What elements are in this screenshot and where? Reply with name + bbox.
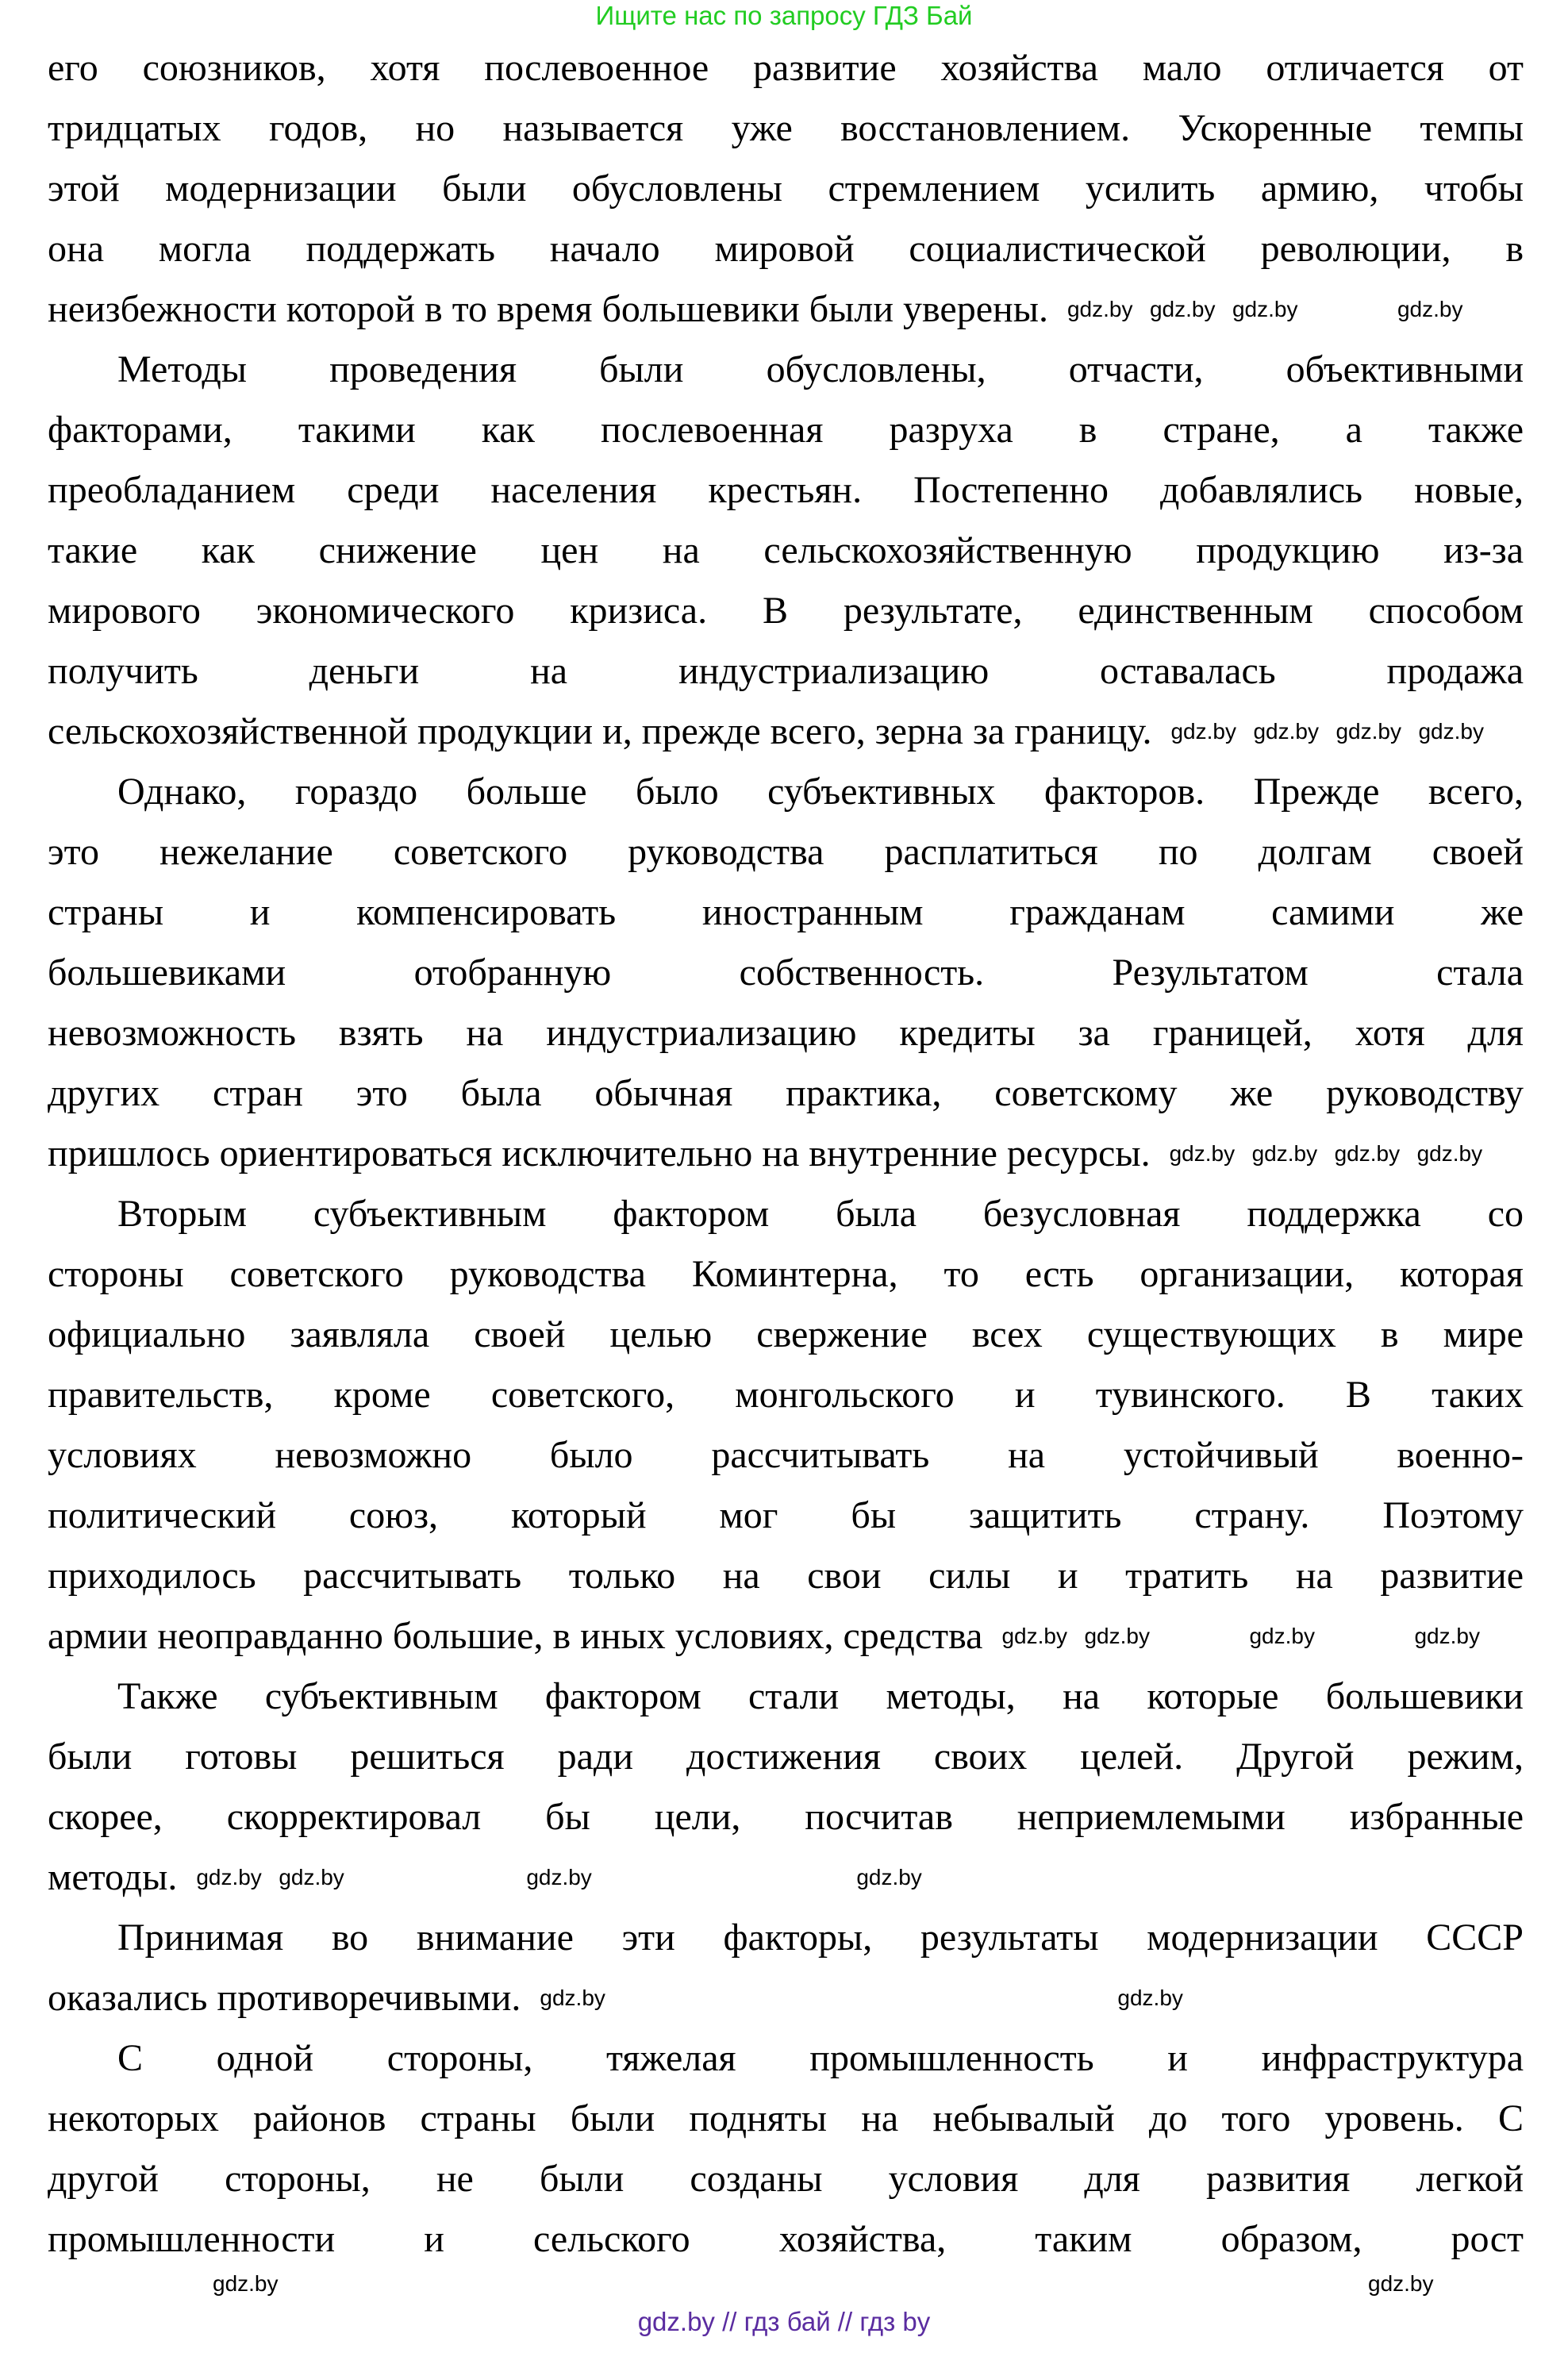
- text-line: этой модернизации были обусловлены стремлением усилить армию, чтобы: [48, 167, 1524, 210]
- text-line: методы.: [48, 1856, 178, 1898]
- paragraph: [48, 762, 1524, 1184]
- watermark: gdz.by: [1335, 719, 1401, 744]
- text-line: страны и компенсировать иностранным гражданам самими же: [48, 891, 1524, 933]
- watermark: gdz.by: [856, 1865, 922, 1889]
- text-line: тридцатых годов, но называется уже восстановлением. Ускоренные темпы: [48, 107, 1524, 149]
- text-line: Принимая во внимание эти факторы, результаты модернизации СССР: [117, 1916, 1524, 1959]
- watermark: gdz.by: [196, 1865, 262, 1889]
- text-line: скорее, скорректировал бы цели, посчитав неприемлемыми избранные: [48, 1796, 1524, 1838]
- text-line: промышленности и сельского хозяйства, таким образом, рост: [48, 2218, 1524, 2260]
- paragraph: [48, 340, 1524, 762]
- text-line: С одной стороны, тяжелая промышленность и инфраструктура: [117, 2037, 1524, 2079]
- watermark: gdz.by: [1251, 1141, 1318, 1166]
- text-line: армии неоправданно большие, в иных условиях, средства: [48, 1615, 983, 1657]
- watermark: gdz.by: [1414, 1624, 1480, 1648]
- text-line: мирового экономического кризиса. В результате, единственным способом: [48, 590, 1524, 632]
- text-line: официально заявляла своей целью свержение всех существующих в мире: [48, 1313, 1524, 1355]
- text-line: оказались противоречивыми.: [48, 1977, 521, 2019]
- text-line: такие как снижение цен на сельскохозяйственную продукцию из-за: [48, 529, 1524, 571]
- watermark: gdz.by: [1334, 1141, 1401, 1166]
- paragraph: [48, 38, 1524, 340]
- text-line: Также субъективным фактором стали методы, на которые большевики: [117, 1675, 1524, 1717]
- paragraph: [48, 1184, 1524, 1666]
- text-line: сельскохозяйственной продукции и, прежде всего, зерна за границу.: [48, 710, 1152, 752]
- watermark: gdz.by: [540, 1986, 605, 2010]
- text-line: пришлось ориентироваться исключительно на внутренние ресурсы.: [48, 1132, 1151, 1174]
- watermark: gdz.by: [1170, 719, 1236, 744]
- watermark: gdz.by: [1169, 1141, 1236, 1166]
- text-line: факторами, такими как послевоенная разруха в стране, а также: [48, 409, 1524, 451]
- watermark: gdz.by: [1418, 719, 1484, 744]
- text-line: его союзников, хотя послевоенное развитие хозяйства мало отличается от: [48, 47, 1524, 89]
- text-line: получить деньги на индустриализацию оставалась продажа: [48, 650, 1524, 692]
- text-line: преобладанием среди населения крестьян. Постепенно добавлялись новые,: [48, 469, 1524, 511]
- text-line: других стран это была обычная практика, советскому же руководству: [48, 1072, 1524, 1114]
- watermark: gdz.by: [1249, 1624, 1315, 1648]
- text-line: она могла поддержать начало мировой социалистической революции, в: [48, 228, 1524, 270]
- text-line: большевиками отобранную собственность. Результатом стала: [48, 951, 1524, 994]
- watermark: gdz.by: [1117, 1986, 1183, 2010]
- text-line: Вторым субъективным фактором была безусловная поддержка со: [117, 1193, 1524, 1235]
- watermark: gdz.by: [1001, 1624, 1067, 1648]
- paragraph: [48, 1908, 1524, 2028]
- text-line: невозможность взять на индустриализацию кредиты за границей, хотя для: [48, 1012, 1524, 1054]
- watermark: gdz.by: [213, 2271, 279, 2296]
- paragraph: [48, 2028, 1524, 2270]
- text-line: Однако, гораздо больше было субъективных факторов. Прежде всего,: [117, 771, 1524, 813]
- watermark: gdz.by: [526, 1865, 592, 1889]
- footer-banner: gdz.by // гдз бай // гдз by: [637, 2307, 931, 2336]
- text-line: условиях невозможно было рассчитывать на устойчивый военно-: [48, 1434, 1524, 1476]
- text-line: политический союз, который мог бы защитить страну. Поэтому: [48, 1494, 1524, 1536]
- watermark: gdz.by: [279, 1865, 344, 1889]
- paragraph: [48, 1666, 1524, 1908]
- text-line: другой стороны, не были созданы условия для развития легкой: [48, 2158, 1524, 2200]
- text-line: были готовы решиться ради достижения своих целей. Другой режим,: [48, 1736, 1524, 1778]
- text-line: стороны советского руководства Коминтерна, то есть организации, которая: [48, 1253, 1524, 1295]
- text-line: это нежелание советского руководства расплатиться по долгам своей: [48, 831, 1524, 873]
- search-hint-banner: Ищите нас по запросу ГДЗ Бай: [595, 1, 973, 30]
- text-line: приходилось рассчитывать только на свои силы и тратить на развитие: [48, 1555, 1524, 1597]
- watermark: gdz.by: [1368, 2271, 1434, 2296]
- watermark: gdz.by: [1066, 297, 1133, 321]
- text-line: некоторых районов страны были подняты на небывалый до того уровень. С: [48, 2097, 1524, 2139]
- watermark: gdz.by: [1253, 719, 1319, 744]
- watermark: gdz.by: [1149, 297, 1216, 321]
- text-line: неизбежности которой в то время большевики были уверены.: [48, 288, 1048, 330]
- watermark: gdz.by: [1397, 297, 1463, 321]
- text-line: Методы проведения были обусловлены, отчасти, объективными: [117, 348, 1524, 390]
- watermark: gdz.by: [1084, 1624, 1150, 1648]
- watermark: gdz.by: [1416, 1141, 1483, 1166]
- watermark: gdz.by: [1232, 297, 1298, 321]
- text-line: правительств, кроме советского, монгольского и тувинского. В таких: [48, 1374, 1524, 1416]
